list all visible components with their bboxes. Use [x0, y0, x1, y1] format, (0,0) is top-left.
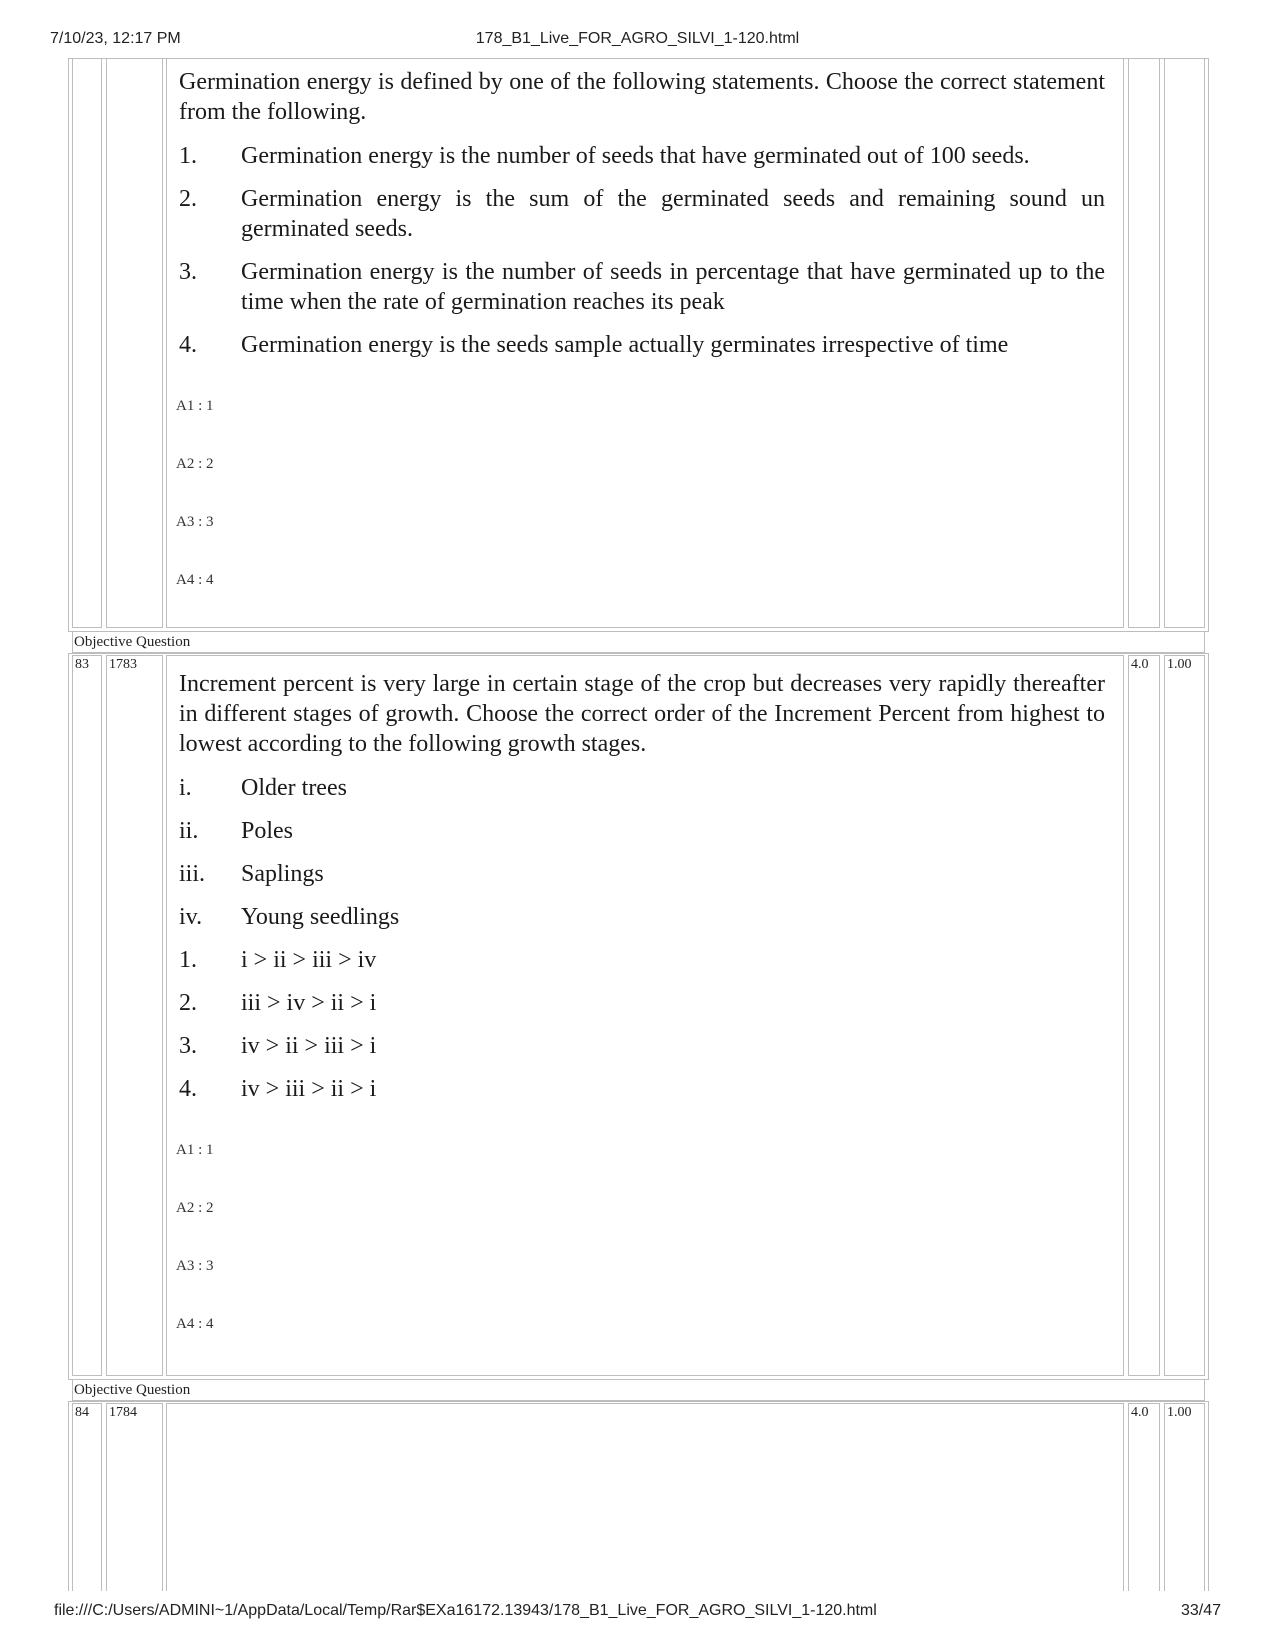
stage-text: Poles [241, 818, 294, 844]
stage-number: iv. [179, 904, 203, 930]
option-text: iii > iv > ii > i [241, 990, 377, 1016]
serial-number: 83 [75, 657, 89, 672]
question-82-text: Germination energy is defined by one of the following statements. Choose the correct statement from the following. [179, 69, 1105, 125]
option-text: Germination energy is the number of seeds in percentage that have germinated up to the time when the rate of germination reaches its peak [241, 259, 1105, 315]
option-text: Germination energy is the seeds sample actually germinates irrespective of time [241, 332, 1009, 358]
marks-cell [1128, 1403, 1160, 1591]
marks-cell [1128, 58, 1160, 628]
qid-cell [106, 655, 163, 1376]
print-page-counter: 33/47 [1180, 1602, 1221, 1619]
negative-marks-cell [1164, 58, 1205, 628]
option-number: 4. [179, 332, 197, 358]
question-id: 1784 [109, 1405, 137, 1420]
marks-value: 4.0 [1131, 1405, 1149, 1420]
answer-option-1: A1 : 1 [176, 1142, 214, 1158]
negative-marks-cell [1164, 655, 1205, 1376]
qid-cell [106, 1403, 163, 1591]
marks-value: 4.0 [1131, 657, 1149, 672]
option-number: 1. [179, 947, 197, 973]
print-datetime: 7/10/23, 12:17 PM [50, 30, 181, 47]
sno-cell [72, 655, 102, 1376]
answer-option-1: A1 : 1 [176, 398, 214, 414]
answer-option-3: A3 : 3 [176, 514, 214, 530]
answer-option-2: A2 : 2 [176, 1200, 214, 1216]
option-text: iv > ii > iii > i [241, 1033, 377, 1059]
option-number: 2. [179, 990, 197, 1016]
question-type-label: Objective Question [72, 631, 1205, 653]
option-number: 3. [179, 259, 197, 285]
option-number: 4. [179, 1076, 197, 1102]
option-number: 2. [179, 186, 197, 212]
question-cell [166, 1403, 1124, 1591]
negative-marks-cell [1164, 1403, 1205, 1591]
marks-cell [1128, 655, 1160, 1376]
option-text: Germination energy is the sum of the germinated seeds and remaining sound un germinated seeds. [241, 186, 1105, 242]
answer-option-4: A4 : 4 [176, 572, 214, 588]
sno-cell [72, 1403, 102, 1591]
negative-marks-value: 1.00 [1167, 1405, 1192, 1420]
answer-option-4: A4 : 4 [176, 1316, 214, 1332]
stage-text: Saplings [241, 861, 324, 887]
option-text: Germination energy is the number of seeds that have germinated out of 100 seeds. [241, 143, 1030, 169]
option-number: 3. [179, 1033, 197, 1059]
print-file-path: file:///C:/Users/ADMINI~1/AppData/Local/Temp/Rar$EXa16172.13943/178_B1_Live_FOR_AGRO_SILVI_1-120.html [54, 1602, 877, 1619]
negative-marks-value: 1.00 [1167, 657, 1192, 672]
option-text: iv > iii > ii > i [241, 1076, 377, 1102]
stage-text: Older trees [241, 775, 347, 801]
stage-number: iii. [179, 861, 206, 887]
answer-option-3: A3 : 3 [176, 1258, 214, 1274]
question-83-text: Increment percent is very large in certain stage of the crop but decreases very rapidly thereafter in different stages of growth. Choose the correct order of the Increment Percent from highest to lowest according to the following growth stages. [179, 671, 1105, 757]
question-id: 1783 [109, 657, 137, 672]
print-doc-title: 178_B1_Live_FOR_AGRO_SILVI_1-120.html [475, 30, 800, 47]
qid-cell [106, 58, 163, 628]
question-type-label: Objective Question [72, 1379, 1205, 1401]
answer-option-2: A2 : 2 [176, 456, 214, 472]
option-number: 1. [179, 143, 197, 169]
stage-number: ii. [179, 818, 199, 844]
stage-text: Young seedlings [241, 904, 400, 930]
option-text: i > ii > iii > iv [241, 947, 377, 973]
stage-number: i. [179, 775, 192, 801]
sno-cell [72, 58, 102, 628]
serial-number: 84 [75, 1405, 89, 1420]
